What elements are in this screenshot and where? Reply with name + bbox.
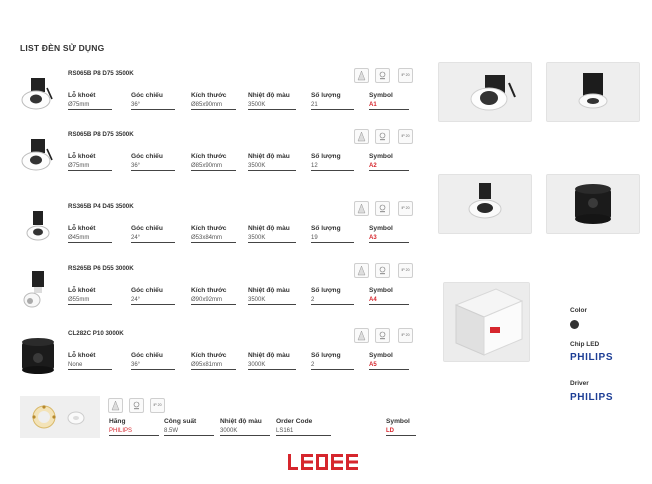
beam-angle-icon xyxy=(354,129,369,144)
spec-beam-label: Góc chiếu xyxy=(131,92,163,99)
ip-rating-icon: IP 20 xyxy=(398,201,413,216)
spec-qty-value: 12 xyxy=(311,163,354,171)
spec-cutout xyxy=(68,352,112,370)
strip-order xyxy=(276,418,331,436)
chip-led-label: Chip LED xyxy=(570,341,600,348)
spec-cct-label: Nhiệt độ màu xyxy=(248,287,290,294)
spec-symbol-value: A4 xyxy=(369,297,409,305)
spec-cct-value: 3500K xyxy=(248,235,296,243)
spec-beam-label: Góc chiếu xyxy=(131,352,163,359)
spec-size-value: Ø90x92mm xyxy=(191,297,236,305)
strip-power-value: 8.5W xyxy=(164,428,214,436)
product-spec-row xyxy=(68,352,428,374)
page-title: LIST ĐÈN SỬ DỤNG xyxy=(20,43,105,53)
spec-cutout xyxy=(68,92,112,110)
led-strip-image xyxy=(20,396,100,438)
spec-beam-label: Góc chiếu xyxy=(131,287,163,294)
ip-rating-icon: IP 20 xyxy=(398,263,413,278)
spec-qty-label: Số lượng xyxy=(311,225,341,232)
spec-beam xyxy=(131,287,175,305)
spec-beam-value: 24° xyxy=(131,297,175,305)
product-row xyxy=(14,330,424,390)
spec-size xyxy=(191,352,236,370)
spec-size-label: Kích thước xyxy=(191,352,227,359)
beam-angle-icon xyxy=(354,328,369,343)
lamp-rating-icon xyxy=(375,129,390,144)
product-model: RS065B P8 D75 3500K xyxy=(68,131,134,138)
spec-cutout-label: Lỗ khoét xyxy=(68,225,96,232)
product-spec-row xyxy=(68,287,428,309)
spec-qty xyxy=(311,153,354,171)
spec-size-value: Ø85x90mm xyxy=(191,163,236,171)
product-thumbnail xyxy=(16,135,60,179)
led-strip-row xyxy=(14,394,426,440)
spec-cutout-value: Ø55mm xyxy=(68,297,112,305)
beam-angle-icon xyxy=(354,68,369,83)
product-photo-a5 xyxy=(546,174,640,234)
product-spec-row xyxy=(68,225,428,247)
strip-cct-value: 3000K xyxy=(220,428,270,436)
spec-cct-value: 3500K xyxy=(248,102,296,110)
ip-rating-icon: IP 20 xyxy=(398,68,413,83)
spec-qty-label: Số lượng xyxy=(311,153,341,160)
spec-cct-label: Nhiệt độ màu xyxy=(248,92,290,99)
spec-beam xyxy=(131,92,175,110)
spec-cutout-value: Ø75mm xyxy=(68,102,112,110)
spec-symbol xyxy=(369,153,409,171)
spec-cct xyxy=(248,153,296,171)
spec-symbol-value: A1 xyxy=(369,102,409,110)
strip-symbol-label: Symbol xyxy=(386,418,410,425)
spec-qty-label: Số lượng xyxy=(311,352,341,359)
spec-qty-label: Số lượng xyxy=(311,287,341,294)
product-thumbnail xyxy=(16,74,60,118)
spec-cct-label: Nhiệt độ màu xyxy=(248,352,290,359)
spec-symbol-value: A2 xyxy=(369,163,409,171)
spec-cct xyxy=(248,287,296,305)
company-logo xyxy=(288,454,366,475)
spec-qty-value: 19 xyxy=(311,235,354,243)
spec-qty xyxy=(311,92,354,110)
strip-brand-label: Hãng xyxy=(109,418,126,425)
product-spec-row xyxy=(68,92,428,114)
spec-beam-value: 24° xyxy=(131,235,175,243)
spec-symbol-label: Symbol xyxy=(369,153,393,160)
product-model: RS365B P4 D45 3500K xyxy=(68,203,134,210)
spec-symbol-label: Symbol xyxy=(369,352,393,359)
spec-cct-label: Nhiệt độ màu xyxy=(248,225,290,232)
driver-label: Driver xyxy=(570,380,589,387)
spec-cct xyxy=(248,92,296,110)
strip-symbol-value: LD xyxy=(386,428,416,436)
product-thumbnail xyxy=(16,334,60,378)
chip-brand-logo: PHILIPS xyxy=(570,352,614,363)
color-swatch-black xyxy=(570,320,579,329)
spec-symbol-label: Symbol xyxy=(369,92,393,99)
product-photo-a1-top xyxy=(546,62,640,122)
beam-angle-icon xyxy=(108,398,123,413)
spec-qty-value: 2 xyxy=(311,362,354,370)
lamp-rating-icon xyxy=(375,68,390,83)
product-thumbnail xyxy=(16,207,60,251)
spec-cutout xyxy=(68,225,112,243)
lamp-rating-icon xyxy=(375,201,390,216)
ip-rating-icon: IP 20 xyxy=(150,398,165,413)
spec-beam xyxy=(131,225,175,243)
spec-cct xyxy=(248,352,296,370)
spec-cutout xyxy=(68,287,112,305)
spec-symbol-value: A5 xyxy=(369,362,409,370)
color-label: Color xyxy=(570,307,587,314)
spec-symbol xyxy=(369,92,409,110)
lamp-rating-icon xyxy=(375,328,390,343)
spec-cct-value: 3500K xyxy=(248,163,296,171)
ip-rating-icon: IP 20 xyxy=(398,129,413,144)
product-row xyxy=(14,203,424,263)
spec-beam xyxy=(131,153,175,171)
spec-size-label: Kích thước xyxy=(191,225,227,232)
strip-symbol xyxy=(386,418,416,436)
spec-cutout-value: Ø75mm xyxy=(68,163,112,171)
spec-beam-value: 36° xyxy=(131,163,175,171)
product-row xyxy=(14,70,424,130)
strip-order-value: LS161 xyxy=(276,428,331,436)
spec-cct xyxy=(248,225,296,243)
spec-beam-label: Góc chiếu xyxy=(131,225,163,232)
beam-angle-icon xyxy=(354,263,369,278)
strip-brand-value: PHILIPS xyxy=(109,428,159,436)
ip-rating-icon: IP 20 xyxy=(398,328,413,343)
spec-cct-value: 3000K xyxy=(248,362,296,370)
spec-qty-value: 2 xyxy=(311,297,354,305)
spec-cutout-label: Lỗ khoét xyxy=(68,153,96,160)
product-row xyxy=(14,131,424,191)
spec-qty-value: 21 xyxy=(311,102,354,110)
spec-size-label: Kích thước xyxy=(191,153,227,160)
lamp-rating-icon xyxy=(129,398,144,413)
spec-beam-label: Góc chiếu xyxy=(131,153,163,160)
beam-angle-icon xyxy=(354,201,369,216)
product-model: CL282C P10 3000K xyxy=(68,330,124,337)
lamp-rating-icon xyxy=(375,263,390,278)
spec-size xyxy=(191,225,236,243)
spec-symbol xyxy=(369,352,409,370)
driver-brand-logo: PHILIPS xyxy=(570,392,614,403)
spec-qty xyxy=(311,225,354,243)
spec-symbol-label: Symbol xyxy=(369,287,393,294)
spec-symbol-value: A3 xyxy=(369,235,409,243)
spec-size xyxy=(191,92,236,110)
spec-size xyxy=(191,287,236,305)
spec-size xyxy=(191,153,236,171)
spec-qty xyxy=(311,352,354,370)
spec-cutout-value: None xyxy=(68,362,112,370)
strip-power xyxy=(164,418,214,436)
spec-size-value: Ø85x90mm xyxy=(191,102,236,110)
strip-order-label: Order Code xyxy=(276,418,313,425)
spec-cutout-label: Lỗ khoét xyxy=(68,92,96,99)
spec-symbol xyxy=(369,225,409,243)
strip-power-label: Công suất xyxy=(164,418,197,425)
spec-size-label: Kích thước xyxy=(191,92,227,99)
spec-beam-value: 36° xyxy=(131,362,175,370)
spec-size-value: Ø53x84mm xyxy=(191,235,236,243)
product-row xyxy=(14,265,424,325)
spec-symbol-label: Symbol xyxy=(369,225,393,232)
spec-cutout-label: Lỗ khoét xyxy=(68,287,96,294)
spec-cutout xyxy=(68,153,112,171)
spec-cct-value: 3500K xyxy=(248,297,296,305)
product-model: RS065B P8 D75 3500K xyxy=(68,70,134,77)
product-thumbnail xyxy=(16,269,60,313)
spec-beam-value: 36° xyxy=(131,102,175,110)
spec-size-label: Kích thước xyxy=(191,287,227,294)
spec-cutout-value: Ø45mm xyxy=(68,235,112,243)
spec-size-value: Ø95x81mm xyxy=(191,362,236,370)
product-photo-ld xyxy=(443,282,530,362)
strip-brand xyxy=(109,418,159,436)
strip-cct xyxy=(220,418,270,436)
product-photo-a3 xyxy=(438,174,532,234)
product-photo-a1 xyxy=(438,62,532,122)
spec-qty xyxy=(311,287,354,305)
spec-symbol xyxy=(369,287,409,305)
strip-spec-row xyxy=(109,418,429,440)
spec-beam xyxy=(131,352,175,370)
product-model: RS265B P6 D55 3000K xyxy=(68,265,134,272)
spec-cct-label: Nhiệt độ màu xyxy=(248,153,290,160)
spec-qty-label: Số lượng xyxy=(311,92,341,99)
spec-cutout-label: Lỗ khoét xyxy=(68,352,96,359)
product-spec-row xyxy=(68,153,428,175)
strip-cct-label: Nhiệt độ màu xyxy=(220,418,262,425)
